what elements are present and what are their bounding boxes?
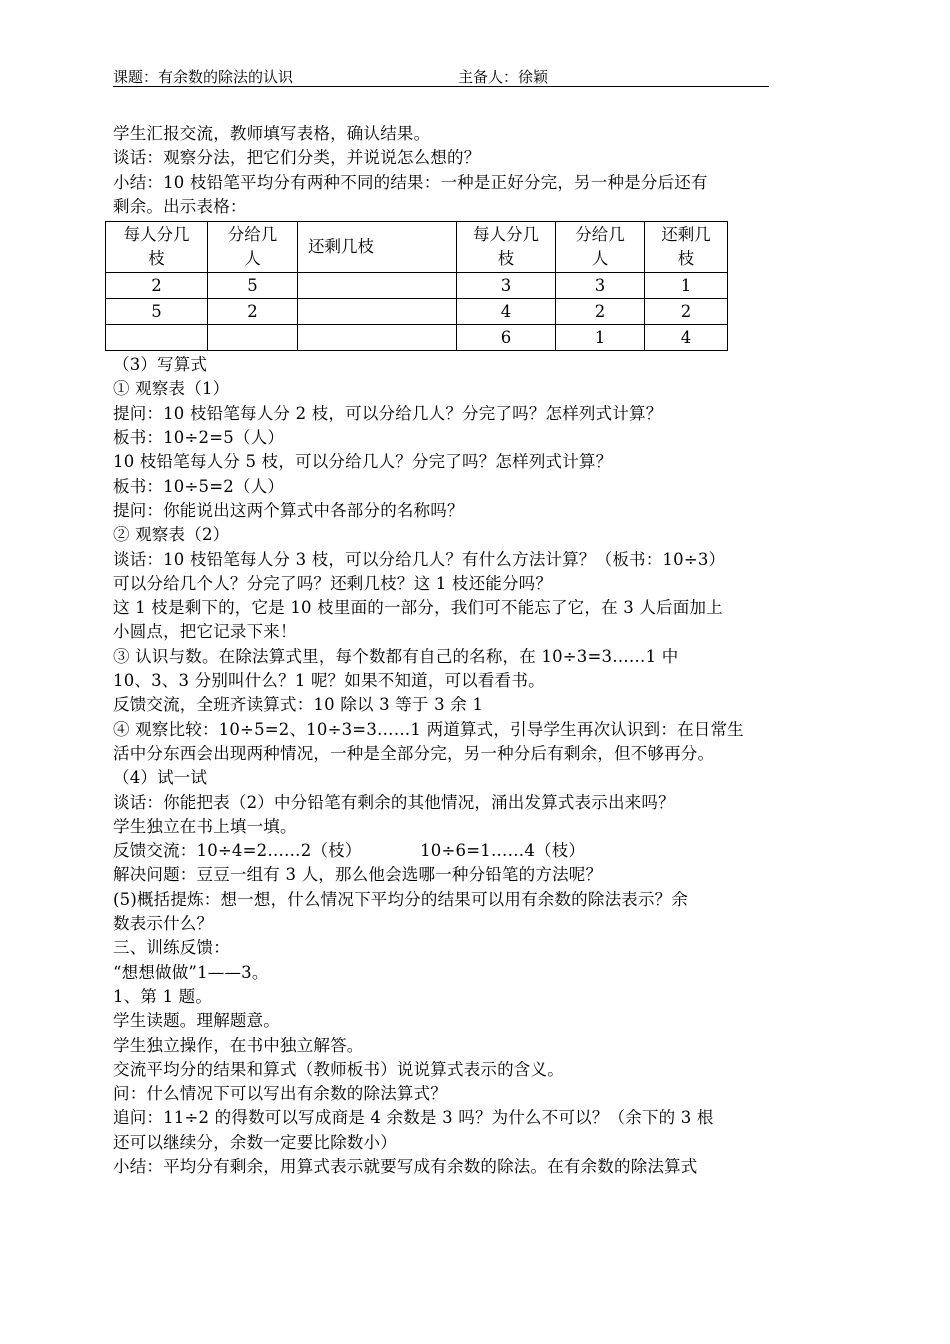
- text-line: 10 枝铅笔每人分 5 枝，可以分给几人？分完了吗？怎样列式计算？: [113, 452, 613, 472]
- table-cell: 4: [457, 299, 556, 325]
- text-line: 学生独立在书上填一填。: [113, 816, 297, 836]
- table-cell: [298, 325, 457, 351]
- table-cell: 2: [556, 299, 645, 325]
- text-line: 反馈交流：10÷4=2……2（枝） 10÷6=1……4（枝）: [113, 841, 586, 861]
- lesson-steps: [113, 353, 778, 1179]
- text-line: 三、训练反馈：: [113, 938, 230, 958]
- lesson-preparer: 主备人：徐颖: [458, 68, 549, 86]
- text-line: （4）试一试: [113, 768, 208, 788]
- table-header-text: 人: [244, 249, 261, 269]
- lesson-topic: 课题：有余数的除法的认识: [113, 68, 294, 86]
- text-line: ② 观察表（2）: [113, 525, 230, 545]
- table-cell: [106, 325, 208, 351]
- text-line: ④ 观察比较：10÷5=2、10÷3=3……1 两道算式，引导学生再次认识到：在日常生: [113, 719, 744, 739]
- text-line: 反馈交流，全班齐读算式：10 除以 3 等于 3 余 1: [113, 695, 484, 715]
- text-line: 学生汇报交流，教师填写表格，确认结果。: [113, 124, 431, 143]
- table-cell: 2: [106, 273, 208, 299]
- table-cell: [298, 299, 457, 325]
- text-line: 提问：你能说出这两个算式中各部分的名称吗？: [113, 500, 464, 520]
- table-header-text: 分给几: [227, 225, 278, 245]
- text-line: 谈话：你能把表（2）中分铅笔有剩余的其他情况，涌出发算式表示出来吗？: [113, 792, 675, 812]
- table-cell: 3: [457, 273, 556, 299]
- table-cell: 5: [208, 273, 298, 299]
- table-row: [106, 273, 728, 299]
- text-line: 问：什么情况下可以写出有余数的除法算式？: [113, 1084, 447, 1104]
- table-header-cell: [208, 222, 298, 273]
- text-line: 解决问题：豆豆一组有 3 人，那么他会选哪一种分铅笔的方法呢？: [113, 865, 603, 885]
- text-line: 小圆点，把它记录下来！: [113, 622, 297, 642]
- table-cell: [298, 273, 457, 299]
- text-line: 小结：10 枝铅笔平均分有两种不同的结果：一种是正好分完，另一种是分后还有: [113, 172, 708, 192]
- text-line: 小结：平均分有剩余，用算式表示就要写成有余数的除法。在有余数的除法算式: [113, 1156, 698, 1176]
- text-line: 还可以继续分，余数一定要比除数小）: [113, 1132, 397, 1152]
- page-header: [113, 64, 769, 87]
- text-line: 板书：10÷5=2（人）: [113, 476, 285, 496]
- table-cell: 1: [556, 325, 645, 351]
- table-row: [106, 299, 728, 325]
- text-line: 这 1 枝是剩下的，它是 10 枝里面的一部分，我们可不能忘了它，在 3 人后面加上: [113, 598, 723, 618]
- table-header-text: 还剩几: [661, 225, 711, 245]
- text-line: 可以分给几个人？分完了吗？还剩几枝？这 1 枝还能分吗？: [113, 573, 553, 593]
- table-header-text: 枝: [497, 249, 515, 269]
- table-cell: 4: [645, 325, 728, 351]
- table-header-cell: [106, 222, 208, 273]
- table-header-text: 每人分几: [123, 225, 190, 245]
- text-line: （3）写算式: [113, 355, 208, 375]
- table-header-row: [106, 222, 728, 273]
- text-line: 剩余。出示表格：: [113, 196, 247, 216]
- table-cell: 2: [208, 299, 298, 325]
- text-line: 1、第 1 题。: [113, 986, 213, 1006]
- table-cell: 5: [106, 299, 208, 325]
- text-line: 谈话：10 枝铅笔每人分 3 枝，可以分给几人？有什么方法计算？（板书：10÷3）: [113, 549, 726, 569]
- text-line: 交流平均分的结果和算式（教师板书）说说算式表示的含义。: [113, 1059, 564, 1079]
- text-line: (5)概括提炼：想一想，什么情况下平均分的结果可以用有余数的除法表示？余: [113, 889, 689, 909]
- table-cell: 3: [556, 273, 645, 299]
- table-cell: [208, 325, 298, 351]
- distribution-table: [105, 221, 728, 351]
- text-line: 板书：10÷2=5（人）: [113, 428, 285, 448]
- text-line: 数表示什么？: [113, 914, 214, 934]
- table-cell: 1: [645, 273, 728, 299]
- text-line: 活中分东西会出现两种情况，一种是全部分完，另一种分后有剩余，但不够再分。: [113, 743, 715, 763]
- text-line: “想想做做”1——3。: [113, 962, 269, 982]
- table-header-text: 分给几: [575, 225, 625, 245]
- document-body: [113, 122, 778, 1179]
- text-line: ③ 认识与数。在除法算式里，每个数都有自己的名称，在 10÷3=3……1 中: [113, 646, 679, 666]
- text-line: 追问：11÷2 的得数可以写成商是 4 余数是 3 吗？为什么不可以？（余下的 3 根: [113, 1108, 714, 1128]
- text-line: 学生独立操作，在书中独立解答。: [113, 1035, 364, 1055]
- table-row: [106, 325, 728, 351]
- text-line: 提问：10 枝铅笔每人分 2 枝，可以分给几人？分完了吗？怎样列式计算？: [113, 403, 663, 423]
- table-header-text: 枝: [148, 249, 165, 269]
- table-header-cell: 还剩几枝: [298, 222, 457, 273]
- text-line: 学生读题。理解题意。: [113, 1011, 280, 1031]
- text-line: 10、3、3 分别叫什么？1 呢？如果不知道，可以看看书。: [113, 671, 545, 691]
- table-header-cell: [645, 222, 728, 273]
- table-header-cell: [457, 222, 556, 273]
- table-header-text: 人: [591, 249, 609, 269]
- text-line: 谈话：观察分法，把它们分类，并说说怎么想的？: [113, 148, 481, 168]
- table-cell: 6: [457, 325, 556, 351]
- table-header-text: 每人分几: [473, 225, 539, 245]
- text-line: ① 观察表（1）: [113, 379, 230, 399]
- table-header-text: 枝: [677, 249, 695, 269]
- table-cell: 2: [645, 299, 728, 325]
- table-header-cell: [556, 222, 645, 273]
